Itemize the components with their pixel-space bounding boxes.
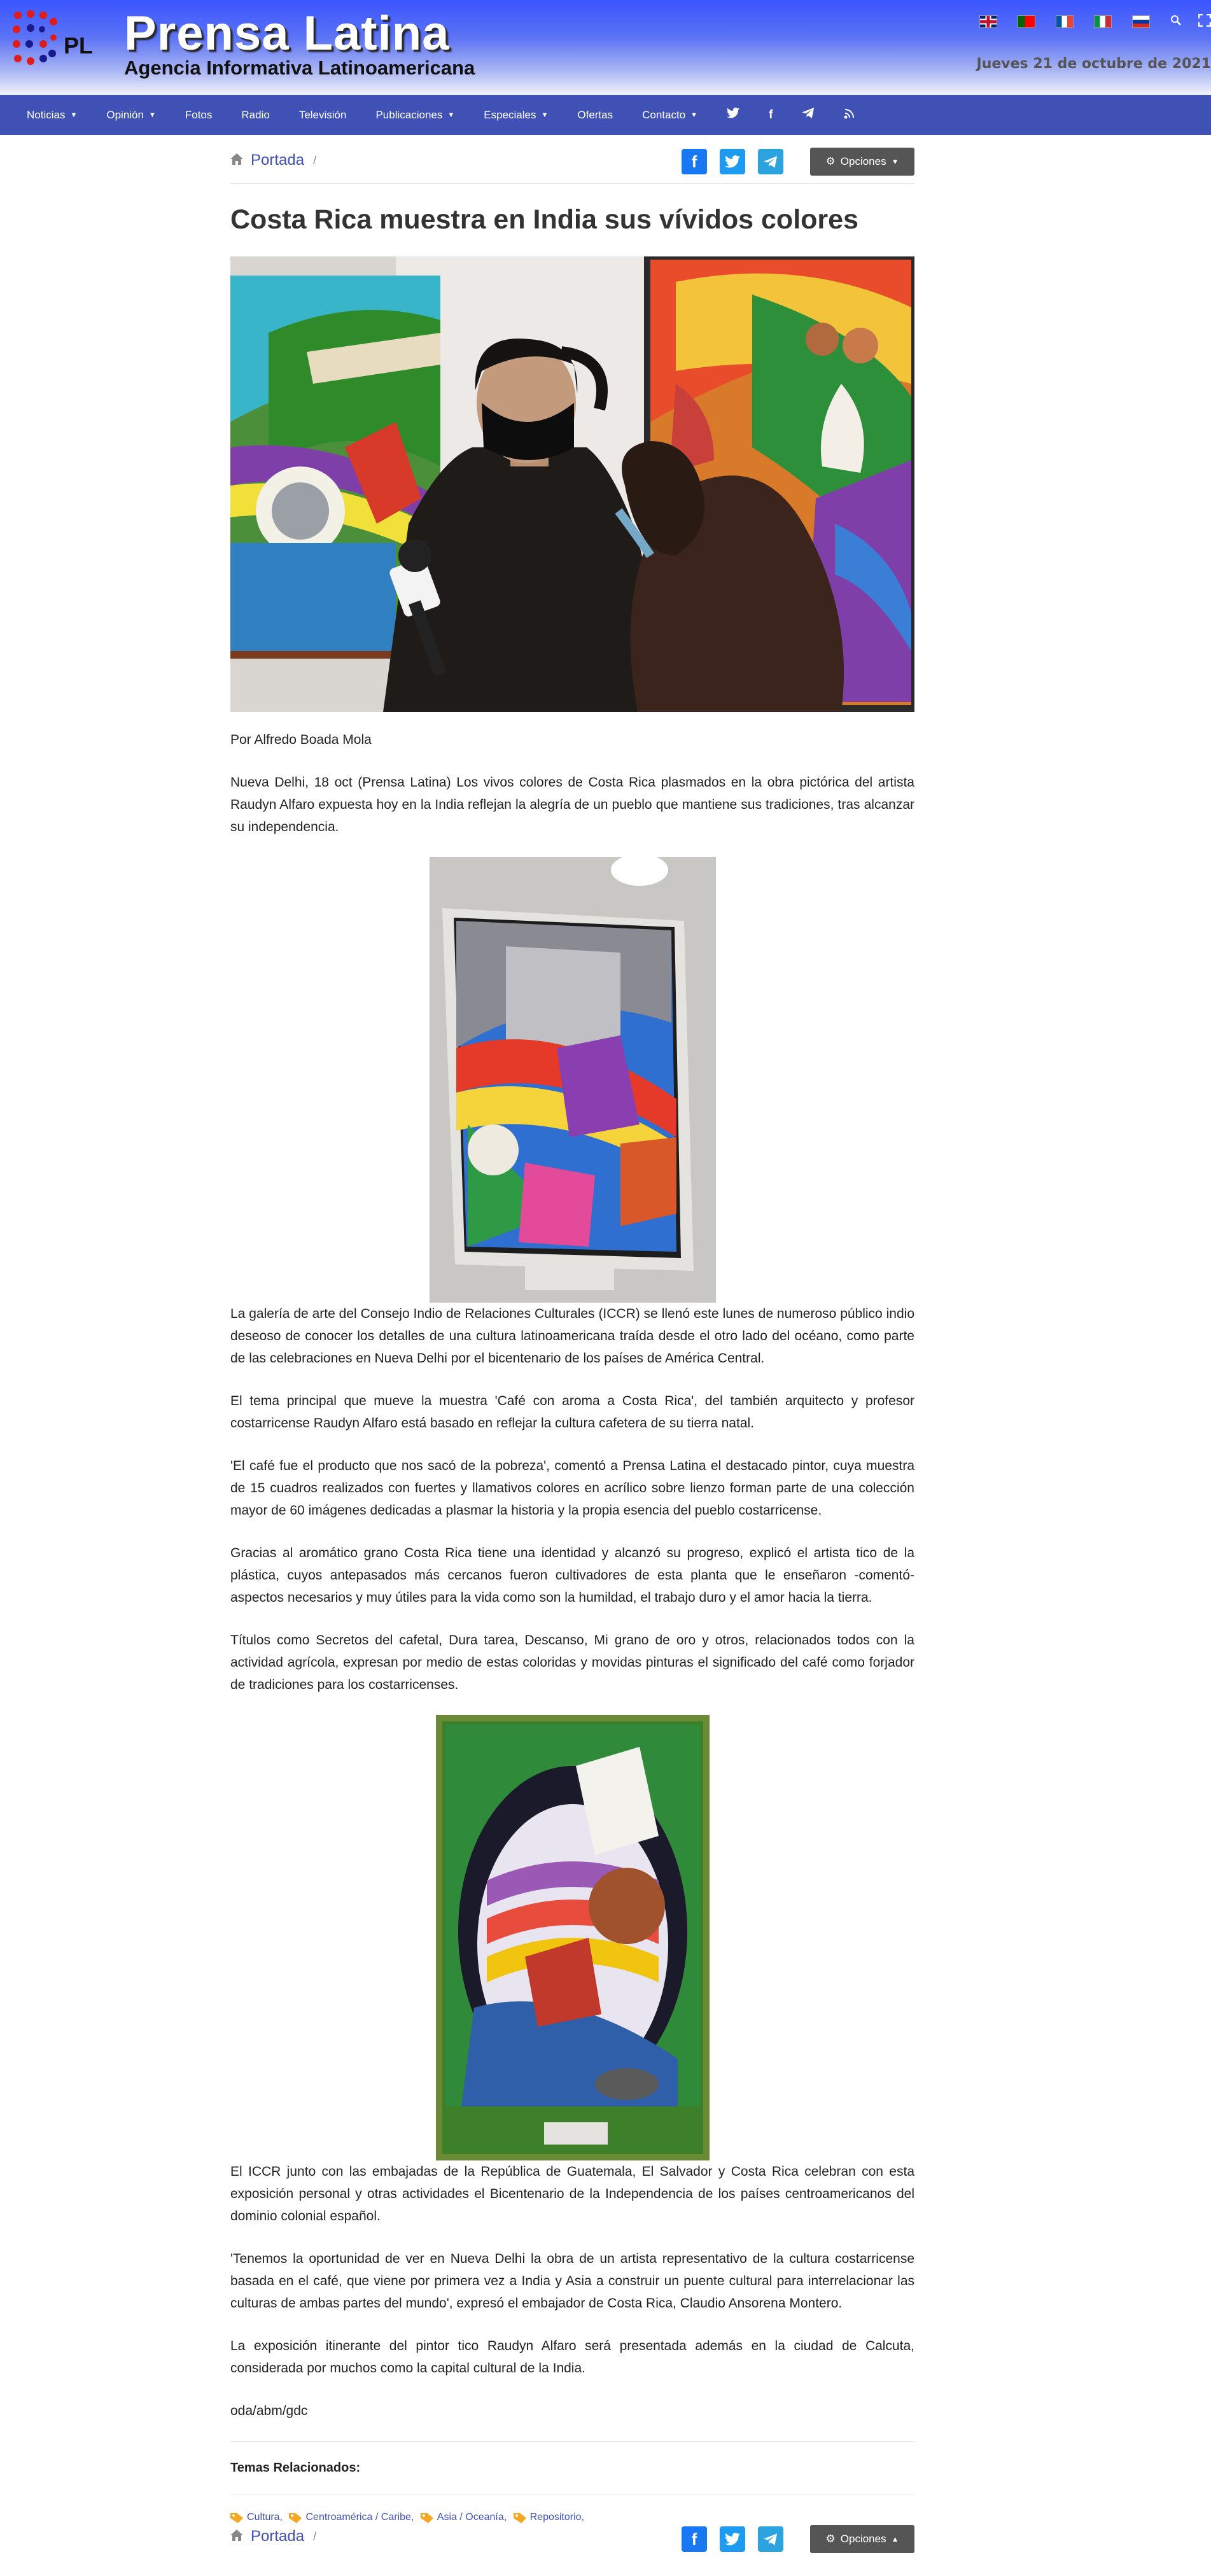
expand-icon[interactable] xyxy=(1198,14,1211,29)
tag-label: Centroamérica / Caribe, xyxy=(305,2512,414,2523)
gear-icon: ⚙ xyxy=(825,155,836,167)
nav-item-opinion[interactable] xyxy=(106,109,156,122)
nav-label: Fotos xyxy=(185,108,213,121)
article-title: Costa Rica muestra en India sus vívidos colores xyxy=(230,204,858,235)
options-dropdown-button[interactable] xyxy=(810,148,914,176)
gear-icon: ⚙ xyxy=(825,2533,836,2545)
prensa-latina-logo[interactable] xyxy=(11,9,101,79)
options-label: Opciones xyxy=(840,155,886,167)
nav-label: Radio xyxy=(241,108,270,121)
article-paragraph: Títulos como Secretos del cafetal, Dura tarea, Descanso, Mi grano de oro y otros, relacionados todos con la actividad agrícola, expresan por medio de estas coloridas y movidas pinturas el significado del café como forjador de tradiciones para los costarricenses. xyxy=(230,1633,914,1692)
share-twitter-button[interactable] xyxy=(720,2526,745,2552)
article-inline-photo xyxy=(436,1715,710,2160)
nav-label: Especiales xyxy=(484,108,536,121)
article-inline-photo xyxy=(430,857,716,1303)
article-main-photo xyxy=(230,256,914,712)
article-paragraph: 'El café fue el producto que nos sacó de la pobreza', comentó a Prensa Latina el destacado pintor, cuya muestra de 15 cuadros realizados con fuertes y llamativos colores en acrílico sobre lienzo forman parte de una colección mayor de 60 imágenes dedicadas a plasmar la historia y la propia esencia del pueblo costarricense. xyxy=(230,1459,914,1518)
options-dropdown-button[interactable] xyxy=(810,2525,914,2553)
article-paragraph: Gracias al aromático grano Costa Rica tiene una identidad y alcanzó su progreso, explicó el artista tico de la plástica, cuyos antepasados más cercanos fueron cultivadores de esta planta que le enseñaron -comentó- aspectos necesarios y muy útiles para la vida como son la humildad, el trabajo duro y el amor hacia la tierra. xyxy=(230,1546,914,1605)
nav-item-ofertas[interactable] xyxy=(577,109,613,122)
brand-title[interactable]: Prensa Latina xyxy=(124,6,450,60)
article-paragraph: Nueva Delhi, 18 oct (Prensa Latina) Los vivos colores de Costa Rica plasmados en la obra pictórica del artista Raudyn Alfaro expuesta hoy en la India reflejan la alegría de un pueblo que mantiene sus tradiciones, tras alcanzar su independencia. xyxy=(230,775,914,834)
nav-item-especiales[interactable] xyxy=(484,109,548,122)
tag-label: Repositorio, xyxy=(529,2512,584,2523)
article-paragraph: El tema principal que mueve la muestra 'Café con aroma a Costa Rica', del también arquitecto y profesor costarricense Raudyn Alfaro está basado en reflejar la cultura cafetera de su tierra natal. xyxy=(230,1394,914,1431)
breadcrumb-home-link[interactable]: Portada xyxy=(251,2528,305,2545)
article-paragraph: La exposición itinerante del pintor tico Raudyn Alfaro será presentada además en la ciudad de Calcuta, considerada por muchos como la capital cultural de la India. xyxy=(230,2339,914,2376)
chevron-down-icon: ▼ xyxy=(891,157,899,166)
chevron-up-icon: ▲ xyxy=(891,2535,899,2544)
nav-label: Publicaciones xyxy=(375,108,443,121)
options-label: Opciones xyxy=(840,2533,886,2545)
chevron-down-icon: ▼ xyxy=(447,111,455,119)
flag-russian-icon[interactable] xyxy=(1132,15,1150,28)
article-container xyxy=(230,135,914,2562)
article-paragraph: El ICCR junto con las embajadas de la República de Guatemala, El Salvador y Costa Rica celebran con esta exposición personal y otras actividades el Bicentenario de la Independencia de los países centroamericanos del dominio colonial español. xyxy=(230,2164,914,2223)
facebook-icon[interactable]: f xyxy=(769,108,773,122)
article-paragraph: La galería de arte del Consejo Indio de Relaciones Culturales (ICCR) se llenó este lunes de numeroso público indio deseoso de conocer los detalles de una cultura latinoamericana traída desde el otro lado del océano, como parte de las celebraciones en Nueva Delhi por el bicentenario de los países de América Central. xyxy=(230,1306,914,1366)
chevron-down-icon: ▼ xyxy=(148,111,156,119)
flag-french-icon[interactable] xyxy=(1056,15,1074,28)
brand[interactable] xyxy=(124,5,475,78)
breadcrumb-separator: / xyxy=(313,153,317,167)
flag-portuguese-icon[interactable] xyxy=(1018,15,1035,28)
nav-item-television[interactable] xyxy=(299,109,347,122)
nav-label: Opinión xyxy=(106,108,144,121)
chevron-down-icon: ▼ xyxy=(70,111,78,119)
article-paragraph: 'Tenemos la oportunidad de ver en Nueva Delhi la obra de un artista representativo de la cultura costarricense basada en el café, que viene por primera vez a India y Asia a construir un puente cultural para interrelacionar las culturas de ambas partes del mundo', expresó el embajador de Costa Rica, Claudio Ansorena Montero. xyxy=(230,2251,914,2311)
share-bar xyxy=(682,148,914,176)
current-date: Jueves 21 de octubre de 2021 xyxy=(976,56,1211,72)
chevron-down-icon: ▼ xyxy=(690,111,698,119)
nav-label: Contacto xyxy=(642,108,686,121)
home-icon xyxy=(230,152,243,169)
tag-label: Asia / Oceanía, xyxy=(437,2512,507,2523)
twitter-icon[interactable] xyxy=(727,108,739,122)
brand-subtitle: Agencia Informativa Latinoamericana xyxy=(124,57,475,79)
nav-item-radio[interactable] xyxy=(241,109,269,122)
article-byline: Por Alfredo Boada Mola xyxy=(230,732,372,747)
nav-item-noticias[interactable] xyxy=(27,109,77,122)
home-icon xyxy=(230,2528,243,2545)
tag-label: Cultura, xyxy=(247,2512,283,2523)
site-header xyxy=(0,0,1211,95)
share-bar xyxy=(682,2525,914,2553)
telegram-icon[interactable] xyxy=(802,108,815,122)
chevron-down-icon: ▼ xyxy=(541,111,549,119)
main-nav xyxy=(0,95,1211,135)
article-signature: oda/abm/gdc xyxy=(230,2404,308,2418)
share-twitter-button[interactable] xyxy=(720,149,745,174)
header-tools xyxy=(979,14,1211,29)
nav-item-contacto[interactable] xyxy=(642,109,697,122)
rss-icon[interactable] xyxy=(844,108,855,123)
nav-item-fotos[interactable] xyxy=(185,109,213,122)
nav-item-publicaciones[interactable] xyxy=(375,109,454,122)
flag-italian-icon[interactable] xyxy=(1094,15,1112,28)
flag-english-icon[interactable] xyxy=(979,15,997,28)
nav-label: Noticias xyxy=(27,108,66,121)
related-topics-label: Temas Relacionados: xyxy=(230,2461,361,2475)
share-telegram-button[interactable] xyxy=(758,149,783,174)
svg-text:PL: PL xyxy=(64,32,94,59)
divider xyxy=(230,2441,914,2442)
nav-label: Ofertas xyxy=(577,108,613,121)
article-footer-toolbar xyxy=(230,2517,914,2562)
nav-label: Televisión xyxy=(298,108,347,121)
breadcrumb-separator: / xyxy=(313,2530,317,2543)
related-topics xyxy=(230,2461,914,2475)
share-facebook-button[interactable]: f xyxy=(682,149,707,174)
share-telegram-button[interactable] xyxy=(758,2526,783,2552)
breadcrumb xyxy=(230,2528,316,2545)
article-toolbar xyxy=(230,135,914,184)
share-facebook-button[interactable]: f xyxy=(682,2526,707,2552)
breadcrumb xyxy=(230,151,316,169)
breadcrumb-home-link[interactable]: Portada xyxy=(251,151,305,169)
search-icon[interactable] xyxy=(1170,15,1182,29)
